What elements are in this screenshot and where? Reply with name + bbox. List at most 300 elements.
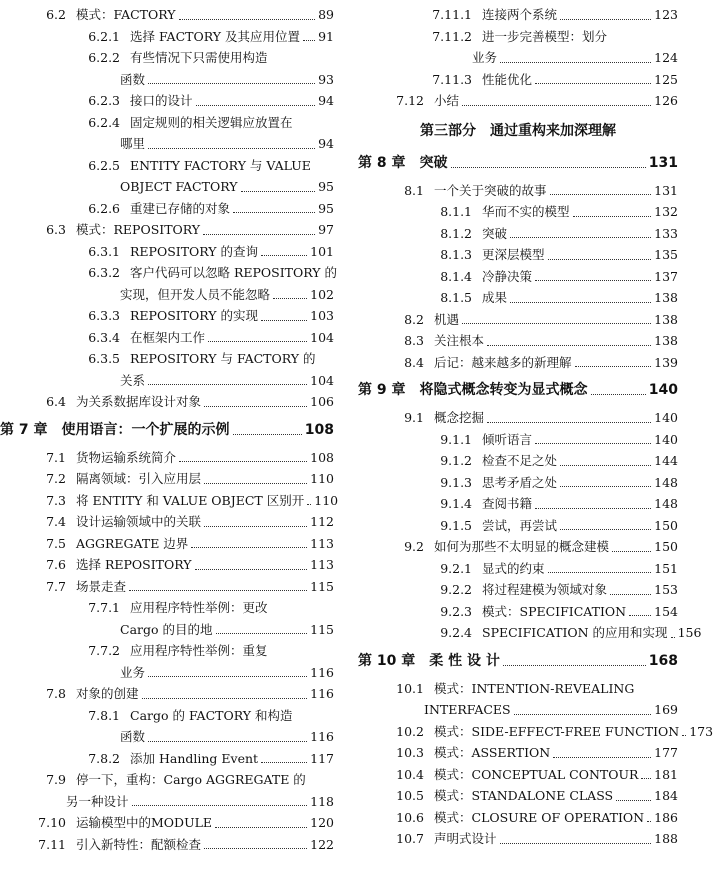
section-number: 9.1.5 xyxy=(440,517,472,533)
leader-dots xyxy=(629,615,651,616)
subsection-entry[interactable] xyxy=(358,26,678,48)
section-title: 模式：REPOSITORY xyxy=(76,222,201,237)
leader-dots xyxy=(510,237,651,238)
chapter-entry[interactable] xyxy=(358,379,678,401)
page-number: 94 xyxy=(318,93,334,108)
chapter-entry[interactable] xyxy=(358,152,678,174)
section-title-cont: Cargo 的目的地 xyxy=(120,621,213,637)
leader-dots xyxy=(191,547,307,548)
leader-dots xyxy=(560,465,651,466)
leader-dots xyxy=(195,569,308,570)
section-title: 进一步完善模型：划分 xyxy=(482,28,608,44)
leader-dots xyxy=(560,486,651,487)
section-title: 后记：越来越多的新理解 xyxy=(434,354,572,370)
section-title: 接口的设计 xyxy=(130,93,193,108)
section-title-continuation xyxy=(0,370,334,392)
leader-dots xyxy=(233,212,315,213)
section-entry[interactable] xyxy=(358,828,678,850)
section-title: 将过程建模为领域对象 xyxy=(482,582,608,597)
section-entry[interactable] xyxy=(0,533,334,555)
section-number: 8.1.3 xyxy=(440,247,472,262)
section-title: 应用程序特性举例：更改 xyxy=(130,600,268,615)
page-number: 126 xyxy=(654,93,678,108)
subsection-entry[interactable] xyxy=(0,262,338,284)
section-entry[interactable] xyxy=(358,180,678,202)
page-number: 116 xyxy=(310,686,334,701)
section-number: 8.1.1 xyxy=(440,204,472,219)
section-title: 选择 REPOSITORY xyxy=(76,557,192,572)
section-entry[interactable] xyxy=(0,219,334,241)
leader-dots xyxy=(307,504,311,505)
section-title-continuation xyxy=(0,791,334,813)
section-entry[interactable] xyxy=(358,721,714,743)
subsection-entry[interactable] xyxy=(358,450,678,472)
section-number: 6.2.2 xyxy=(88,50,120,65)
subsection-entry[interactable] xyxy=(358,69,678,91)
subsection-entry[interactable] xyxy=(358,244,678,266)
leader-dots xyxy=(303,40,315,41)
subsection-entry[interactable] xyxy=(0,47,334,69)
leader-dots xyxy=(671,637,675,638)
subsection-entry[interactable] xyxy=(0,198,334,220)
page-number: 118 xyxy=(310,793,334,809)
section-title: 有些情况下只需使用构造 xyxy=(130,50,268,65)
section-title: 思考矛盾之处 xyxy=(482,474,558,490)
section-title: 为关系数据库设计对象 xyxy=(76,394,202,409)
subsection-entry[interactable] xyxy=(358,579,678,601)
page-number: 115 xyxy=(310,578,334,594)
part-heading: 第三部分 通过重构来加深理解 xyxy=(420,122,616,139)
section-entry[interactable] xyxy=(0,683,334,705)
leader-dots xyxy=(682,735,686,736)
page-number: 140 xyxy=(654,431,678,447)
section-entry[interactable] xyxy=(358,309,678,331)
leader-dots xyxy=(647,821,651,822)
page-number: 124 xyxy=(654,50,678,65)
leader-dots xyxy=(510,302,651,303)
page-number: 116 xyxy=(310,664,334,680)
section-number: 7.3 xyxy=(46,492,66,508)
section-number: 8.1 xyxy=(404,182,424,198)
section-entry[interactable] xyxy=(0,490,339,512)
section-number: 9.1.3 xyxy=(440,474,472,490)
subsection-entry[interactable] xyxy=(0,112,334,134)
subsection-entry[interactable] xyxy=(358,558,678,580)
section-number: 8.2 xyxy=(404,311,424,327)
page-number: 132 xyxy=(654,204,678,219)
section-number: 6.2.6 xyxy=(88,200,120,216)
chapter-number: 第 10 章 xyxy=(358,652,416,669)
leader-dots xyxy=(500,843,652,844)
section-title: 设计运输领域中的关联 xyxy=(76,514,202,529)
leader-dots xyxy=(462,323,651,324)
leader-dots xyxy=(575,366,652,367)
section-title: 模式：INTENTION-REVEALING xyxy=(434,680,635,696)
section-number: 7.9 xyxy=(46,772,66,787)
section-number: 6.3.2 xyxy=(88,265,120,280)
leader-dots xyxy=(548,572,652,573)
section-number: 8.4 xyxy=(404,354,424,370)
section-number: 10.6 xyxy=(396,809,424,825)
section-title: 模式：CONCEPTUAL CONTOUR xyxy=(434,766,639,782)
page-number: 168 xyxy=(648,652,678,669)
page-number: 97 xyxy=(318,222,334,237)
leader-dots xyxy=(132,805,308,806)
section-title: 隔离领域：引入应用层 xyxy=(76,471,202,486)
leader-dots xyxy=(487,422,651,423)
page-number: 173 xyxy=(689,723,714,739)
toc-left-column xyxy=(0,4,339,855)
leader-dots xyxy=(204,526,307,527)
section-entry[interactable] xyxy=(358,764,678,786)
section-number: 7.10 xyxy=(38,815,66,830)
section-title: 模式：SIDE-EFFECT-FREE FUNCTION xyxy=(434,723,680,739)
page-number: 89 xyxy=(318,7,334,22)
section-entry[interactable] xyxy=(0,812,334,834)
section-number: 9.1 xyxy=(404,410,424,425)
page-number: 150 xyxy=(654,539,678,554)
section-number: 6.4 xyxy=(46,394,66,409)
section-title: 货物运输系统简介 xyxy=(76,449,177,465)
leader-dots xyxy=(487,345,651,346)
section-number: 7.11.3 xyxy=(432,71,472,87)
section-entry[interactable] xyxy=(358,407,678,429)
section-number: 9.1.1 xyxy=(440,431,472,447)
section-title-continuation xyxy=(0,726,334,748)
section-entry[interactable] xyxy=(0,4,334,26)
section-title: ENTITY FACTORY 与 VALUE xyxy=(130,157,311,173)
section-title: 引入新特性：配额检查 xyxy=(76,836,202,852)
section-title: 客户代码可以忽略 REPOSITORY 的 xyxy=(130,265,338,280)
section-title: 性能优化 xyxy=(482,71,533,87)
page-number: 139 xyxy=(654,354,678,370)
section-title: 应用程序特性举例：重复 xyxy=(130,643,268,658)
subsection-entry[interactable] xyxy=(358,493,678,515)
section-entry[interactable] xyxy=(0,468,334,490)
section-entry[interactable] xyxy=(0,769,334,791)
section-title: 模式：CLOSURE OF OPERATION xyxy=(434,809,645,825)
section-number: 7.8 xyxy=(46,686,66,701)
leader-dots xyxy=(500,62,651,63)
section-title-continuation xyxy=(358,47,678,69)
leader-dots xyxy=(215,827,307,828)
page-number: 106 xyxy=(310,394,334,409)
page-number: 123 xyxy=(654,7,678,22)
section-number: 6.3.5 xyxy=(88,351,120,366)
page-number: 131 xyxy=(654,182,678,198)
section-title: REPOSITORY 与 FACTORY 的 xyxy=(130,351,316,366)
section-title: 更深层模型 xyxy=(482,247,545,262)
section-entry[interactable] xyxy=(358,785,678,807)
section-number: 6.3.4 xyxy=(88,329,120,345)
section-title: 成果 xyxy=(482,290,508,305)
subsection-entry[interactable] xyxy=(358,515,678,537)
section-title: REPOSITORY 的实现 xyxy=(130,308,259,323)
section-number: 7.11 xyxy=(38,836,66,852)
subsection-entry[interactable] xyxy=(0,327,334,349)
subsection-entry[interactable] xyxy=(0,348,334,370)
page-number: 140 xyxy=(648,382,678,398)
section-title: 如何为那些不太明显的概念建模 xyxy=(434,539,610,554)
subsection-entry[interactable] xyxy=(0,90,334,112)
subsection-entry[interactable] xyxy=(358,429,678,451)
subsection-entry[interactable] xyxy=(0,748,334,770)
section-title-continuation xyxy=(0,69,334,91)
page-number: 104 xyxy=(310,372,334,388)
subsection-entry[interactable] xyxy=(0,597,334,619)
section-title: 查阅书籍 xyxy=(482,496,533,511)
section-title-continuation xyxy=(0,662,334,684)
page-number: 133 xyxy=(654,225,678,241)
section-entry[interactable] xyxy=(0,576,334,598)
section-title-continuation xyxy=(0,284,334,306)
section-number: 10.7 xyxy=(396,831,424,846)
section-number: 7.7.2 xyxy=(88,643,120,658)
page-number: 122 xyxy=(310,836,334,852)
page-number: 140 xyxy=(654,410,678,425)
section-number: 10.3 xyxy=(396,745,424,760)
leader-dots xyxy=(616,800,651,801)
section-entry[interactable] xyxy=(0,834,334,856)
section-entry[interactable] xyxy=(358,742,678,764)
subsection-entry[interactable] xyxy=(358,601,678,623)
leader-dots xyxy=(553,757,651,758)
section-title-cont: 关系 xyxy=(120,372,146,388)
page-number: 110 xyxy=(314,492,339,508)
section-entry[interactable] xyxy=(358,536,678,558)
page-number: 108 xyxy=(310,449,334,465)
leader-dots xyxy=(179,461,307,462)
chapter-number: 第 7 章 xyxy=(0,421,48,438)
leader-dots xyxy=(548,259,652,260)
section-entry[interactable] xyxy=(358,330,678,352)
subsection-entry[interactable] xyxy=(358,223,678,245)
page-number: 102 xyxy=(310,286,334,302)
page-number: 93 xyxy=(318,71,334,87)
page-number: 150 xyxy=(654,517,678,533)
section-title-cont: 实现，但开发人员不能忽略 xyxy=(120,286,271,302)
section-entry[interactable] xyxy=(0,554,334,576)
page-number: 120 xyxy=(310,815,334,830)
leader-dots xyxy=(451,167,646,168)
page-number: 144 xyxy=(654,453,678,468)
leader-dots xyxy=(241,191,316,192)
section-title: 模式：ASSERTION xyxy=(434,745,551,760)
chapter-title: 将隐式概念转变为显式概念 xyxy=(419,382,588,398)
section-title: 倾听语言 xyxy=(482,431,533,447)
leader-dots xyxy=(550,194,652,195)
section-title-cont: 业务 xyxy=(472,50,498,65)
section-number: 7.4 xyxy=(46,514,66,529)
leader-dots xyxy=(612,551,651,552)
section-number: 7.1 xyxy=(46,449,66,465)
leader-dots xyxy=(462,105,651,106)
section-title-continuation xyxy=(358,699,678,721)
leader-dots xyxy=(129,590,307,591)
leader-dots xyxy=(535,508,651,509)
page-number: 188 xyxy=(654,831,678,846)
leader-dots xyxy=(560,19,651,20)
subsection-entry[interactable] xyxy=(0,305,334,327)
section-title: 突破 xyxy=(482,225,508,241)
section-title: 华而不实的模型 xyxy=(482,204,570,219)
page-number: 184 xyxy=(654,788,678,803)
section-number: 7.11.1 xyxy=(432,7,472,22)
subsection-entry[interactable] xyxy=(358,4,678,26)
section-entry[interactable] xyxy=(358,678,678,700)
section-entry[interactable] xyxy=(358,90,678,112)
section-title: 模式：STANDALONE CLASS xyxy=(434,788,614,803)
section-number: 7.8.1 xyxy=(88,707,120,723)
page-number: 181 xyxy=(654,766,678,782)
leader-dots xyxy=(641,778,651,779)
section-number: 9.1.4 xyxy=(440,496,472,511)
page-number: 94 xyxy=(318,136,334,151)
section-title: 一个关于突破的故事 xyxy=(434,182,547,198)
section-title-continuation xyxy=(0,619,334,641)
section-title-cont: 函数 xyxy=(120,71,146,87)
section-number: 9.1.2 xyxy=(440,453,472,468)
page-number: 154 xyxy=(654,603,678,619)
section-number: 8.1.4 xyxy=(440,268,472,284)
section-number: 10.4 xyxy=(396,766,424,782)
page-number: 137 xyxy=(654,268,678,284)
leader-dots xyxy=(148,384,307,385)
section-number: 6.2 xyxy=(46,7,66,22)
section-title: 机遇 xyxy=(434,311,460,327)
section-title: 冷静决策 xyxy=(482,268,533,284)
section-title-cont: INTERFACES xyxy=(424,702,511,717)
section-title: 检查不足之处 xyxy=(482,453,558,468)
page-number: 177 xyxy=(654,745,678,760)
section-number: 7.8.2 xyxy=(88,750,120,766)
subsection-entry[interactable] xyxy=(0,705,334,727)
page-number: 104 xyxy=(310,329,334,345)
page-number: 148 xyxy=(654,496,678,511)
section-title-continuation xyxy=(0,176,334,198)
section-title: 声明式设计 xyxy=(434,831,497,846)
section-number: 6.3 xyxy=(46,222,66,237)
leader-dots xyxy=(148,83,315,84)
page-number: 95 xyxy=(318,179,334,194)
section-entry[interactable] xyxy=(358,352,678,374)
leader-dots xyxy=(535,280,651,281)
section-title: 选择 FACTORY 及其应用位置 xyxy=(130,28,300,44)
page-number: 148 xyxy=(654,474,678,490)
section-number: 7.6 xyxy=(46,557,66,572)
chapter-entry[interactable] xyxy=(358,650,678,672)
section-title: 模式：FACTORY xyxy=(76,7,176,22)
section-number: 7.11.2 xyxy=(432,28,472,44)
section-number: 7.5 xyxy=(46,535,66,551)
leader-dots xyxy=(142,698,308,699)
subsection-entry[interactable] xyxy=(358,622,702,644)
section-number: 7.2 xyxy=(46,471,66,486)
subsection-entry[interactable] xyxy=(358,266,678,288)
section-title: Cargo 的 FACTORY 和构造 xyxy=(130,707,293,723)
subsection-entry[interactable] xyxy=(0,241,334,263)
section-number: 9.2.1 xyxy=(440,560,472,576)
section-number: 8.1.2 xyxy=(440,225,472,241)
section-title: 尝试，再尝试 xyxy=(482,517,558,533)
chapter-title: 突破 xyxy=(419,154,448,171)
subsection-entry[interactable] xyxy=(0,155,334,177)
section-number: 7.12 xyxy=(396,93,424,108)
section-number: 9.2.2 xyxy=(440,582,472,597)
section-number: 9.2.3 xyxy=(440,603,472,619)
page-number: 95 xyxy=(318,200,334,216)
section-title: REPOSITORY 的查询 xyxy=(130,243,259,259)
chapter-entry[interactable] xyxy=(0,419,334,441)
page-number: 131 xyxy=(648,154,678,171)
chapter-number: 第 8 章 xyxy=(358,154,406,171)
section-title: SPECIFICATION 的应用和实现 xyxy=(482,625,668,640)
section-entry[interactable] xyxy=(0,447,334,469)
section-number: 10.2 xyxy=(396,723,424,739)
leader-dots xyxy=(573,216,652,217)
section-title: 添加 Handling Event xyxy=(130,750,259,766)
section-number: 9.2 xyxy=(404,539,424,554)
subsection-entry[interactable] xyxy=(358,201,678,223)
section-title-cont: OBJECT FACTORY xyxy=(120,179,238,194)
section-number: 10.5 xyxy=(396,788,424,803)
section-title-continuation xyxy=(0,133,334,155)
section-title: 概念挖掘 xyxy=(434,410,485,425)
leader-dots xyxy=(535,83,651,84)
section-title: 固定规则的相关逻辑应放置在 xyxy=(130,114,293,130)
leader-dots xyxy=(560,529,651,530)
leader-dots xyxy=(208,341,307,342)
leader-dots xyxy=(204,848,307,849)
section-entry[interactable] xyxy=(0,511,334,533)
section-number: 7.7 xyxy=(46,578,66,594)
subsection-entry[interactable] xyxy=(0,26,334,48)
page-number: 115 xyxy=(310,621,334,637)
subsection-entry[interactable] xyxy=(358,287,678,309)
section-number: 6.3.3 xyxy=(88,308,120,323)
subsection-entry[interactable] xyxy=(358,472,678,494)
section-entry[interactable] xyxy=(358,807,678,829)
section-title: 在框架内工作 xyxy=(130,329,206,345)
leader-dots xyxy=(196,105,316,106)
leader-dots xyxy=(273,298,307,299)
page-number: 138 xyxy=(654,333,678,348)
leader-dots xyxy=(148,676,307,677)
section-number: 7.7.1 xyxy=(88,600,120,615)
leader-dots xyxy=(216,633,308,634)
section-title: 小结 xyxy=(434,93,460,108)
page-number: 138 xyxy=(654,290,678,305)
section-title: AGGREGATE 边界 xyxy=(76,535,189,551)
section-number: 9.2.4 xyxy=(440,625,472,640)
chapter-title: 柔 性 设 计 xyxy=(429,652,500,669)
section-number: 8.1.5 xyxy=(440,290,472,305)
section-title: 模式：SPECIFICATION xyxy=(482,603,627,619)
section-number: 6.2.4 xyxy=(88,114,120,130)
section-number: 6.3.1 xyxy=(88,243,120,259)
page-number: 116 xyxy=(310,729,334,744)
section-number: 6.2.5 xyxy=(88,157,120,173)
section-title: 关注根本 xyxy=(434,333,485,348)
page-number: 108 xyxy=(304,421,334,438)
page-number: 153 xyxy=(654,582,678,597)
subsection-entry[interactable] xyxy=(0,640,334,662)
page-number: 113 xyxy=(310,557,334,572)
page-number: 101 xyxy=(310,243,334,259)
section-entry[interactable] xyxy=(0,391,334,413)
section-number: 6.2.1 xyxy=(88,28,120,44)
section-title: 连接两个系统 xyxy=(482,7,558,22)
